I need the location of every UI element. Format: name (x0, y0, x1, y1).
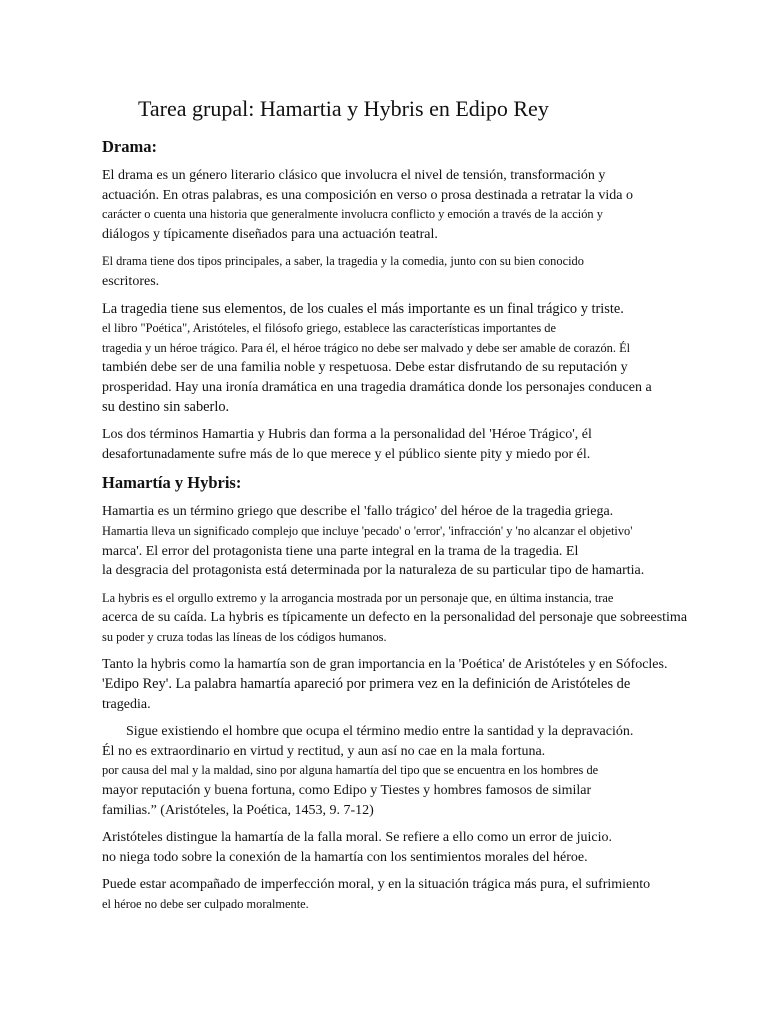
text-line: la desgracia del protagonista está determinada por la naturaleza de su particular tipo de hamartia. (102, 563, 645, 579)
text-line: desafortunadamente sufre más de lo que merece y el público siente pity y miedo por él. (102, 446, 591, 462)
drama-paragraph-2 (102, 252, 712, 291)
hamartia-paragraph-5 (102, 828, 712, 867)
text-line: Los dos términos Hamartia y Hubris dan forma a la personalidad del 'Héroe Trágico', él (102, 427, 592, 443)
drama-paragraph-1 (102, 166, 712, 244)
text-line: El drama es un género literario clásico que involucra el nivel de tensión, transformación y (102, 168, 606, 183)
text-line: su destino sin saberlo. (102, 398, 230, 415)
drama-paragraph-3 (102, 300, 712, 418)
text-line: Sigue existiendo el hombre que ocupa el término medio entre la santidad y la depravación. (126, 724, 634, 740)
text-line: también debe ser de una familia noble y respetuosa. Debe estar disfrutando de su reputación y (102, 360, 628, 376)
hamartia-paragraph-1 (102, 502, 712, 580)
text-line: tragedia y un héroe trágico. Para él, el héroe trágico no debe ser malvado y debe ser amable de corazón. Él (102, 340, 631, 355)
hamartia-paragraph-3 (102, 655, 712, 714)
text-line: La hybris es el orgullo extremo y la arrogancia mostrada por un personaje que, en última instancia, trae (102, 590, 614, 605)
text-line: La tragedia tiene sus elementos, de los cuales el más importante es un final trágico y triste. (102, 300, 624, 317)
text-line: familias.” (Aristóteles, la Poética, 1453, 9. 7-12) (102, 802, 374, 818)
document-title: Tarea grupal: Hamartia y Hybris en Edipo Rey (138, 96, 549, 121)
text-line: diálogos y típicamente diseñados para una actuación teatral. (102, 226, 438, 242)
text-line: su poder y cruza todas las líneas de los códigos humanos. (102, 629, 387, 644)
text-line: Hamartia lleva un significado complejo que incluye 'pecado' o 'error', 'infracción' y 'no alcanzar el objetivo' (102, 523, 633, 538)
text-line: el libro "Poética", Aristóteles, el filósofo griego, establece las características importantes de (102, 321, 556, 336)
text-line: marca'. El error del protagonista tiene una parte integral en la trama de la tragedia. El (102, 543, 579, 559)
text-line: Hamartia es un término griego que describe el 'fallo trágico' del héroe de la tragedia griega. (102, 504, 614, 520)
section-heading-drama: Drama: (102, 137, 157, 156)
text-line: Aristóteles distingue la hamartía de la falla moral. Se refiere a ello como un error de juicio. (102, 830, 613, 846)
text-line: el héroe no debe ser culpado moralmente. (102, 897, 309, 911)
text-line: Tanto la hybris como la hamartía son de gran importancia en la 'Poética' de Aristóteles y en Sófocles. (102, 657, 668, 673)
text-line: carácter o cuenta una historia que generalmente involucra conflicto y emoción a través de la acción y (102, 207, 603, 222)
drama-paragraph-4 (102, 425, 712, 464)
aristotle-quote (102, 722, 712, 820)
text-line: prosperidad. Hay una ironía dramática en una tragedia dramática donde los personajes conducen a (102, 379, 652, 395)
section-heading-hamartia: Hamartía y Hybris: (102, 473, 242, 493)
text-line: tragedia. (102, 696, 151, 712)
text-line: no niega todo sobre la conexión de la hamartía con los sentimientos morales del héroe. (102, 849, 588, 865)
text-line: El drama tiene dos tipos principales, a saber, la tragedia y la comedia, junto con su bien conocido (102, 254, 584, 269)
hamartia-paragraph-6 (102, 875, 712, 914)
text-line: escritores. (102, 273, 160, 289)
text-line: Puede estar acompañado de imperfección moral, y en la situación trágica más pura, el sufrimiento (102, 877, 651, 893)
text-line: por causa del mal y la maldad, sino por alguna hamartía del tipo que se encuentra en los hombres de (102, 763, 599, 778)
hamartia-paragraph-2 (102, 589, 712, 648)
text-line: actuación. En otras palabras, es una composición en verso o prosa destinada a retratar la vida o (102, 187, 634, 203)
text-line: mayor reputación y buena fortuna, como Edipo y Tiestes y hombres famosos de similar (102, 783, 592, 799)
text-line: acerca de su caída. La hybris es típicamente un defecto en la personalidad del personaje que sobreestima (102, 610, 688, 626)
text-line: 'Edipo Rey'. La palabra hamartía apareció por primera vez en la definición de Aristóteles de (102, 676, 631, 693)
text-line: Él no es extraordinario en virtud y rectitud, y aun así no cae en la mala fortuna. (102, 743, 546, 759)
